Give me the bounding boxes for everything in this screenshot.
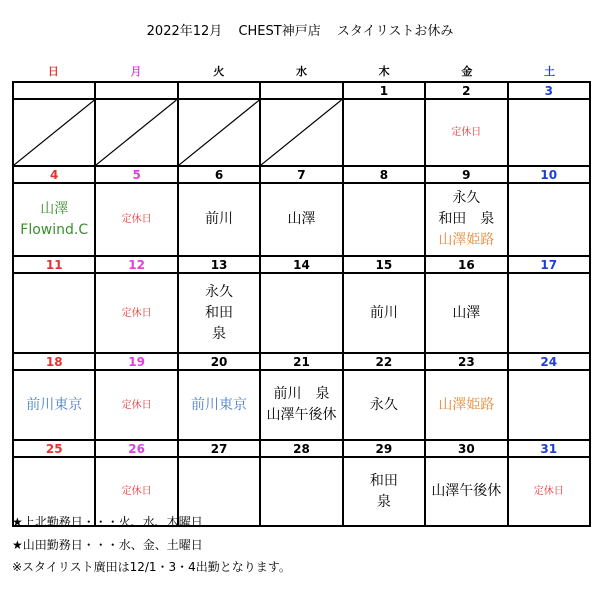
day-cell bbox=[260, 370, 342, 440]
date-number bbox=[13, 82, 95, 99]
staff-entry: 山澤 bbox=[40, 200, 69, 217]
staff-entry: 永久 bbox=[452, 190, 481, 206]
empty-slash bbox=[96, 100, 176, 165]
day-cell bbox=[508, 370, 590, 440]
page-title bbox=[0, 20, 600, 39]
title-store: CHEST神戸店 bbox=[238, 24, 321, 39]
week-schedule-row bbox=[13, 99, 590, 166]
staff-entry: 山澤午後休 bbox=[431, 483, 502, 499]
note-line: ★山田勤務日・・・水、金、土曜日 bbox=[12, 537, 203, 552]
date-number: 15 bbox=[343, 256, 425, 273]
day-cell bbox=[508, 273, 590, 353]
day-cell bbox=[260, 99, 342, 166]
closed-day-label: 定休日 bbox=[121, 307, 152, 319]
date-number: 26 bbox=[95, 440, 177, 457]
day-cell bbox=[95, 183, 177, 256]
week-schedule-row bbox=[13, 273, 590, 353]
date-number: 25 bbox=[13, 440, 95, 457]
day-cell bbox=[13, 370, 95, 440]
day-cell bbox=[508, 457, 590, 526]
day-cell bbox=[260, 273, 342, 353]
date-number bbox=[178, 82, 260, 99]
date-number: 6 bbox=[178, 166, 260, 183]
day-cell bbox=[343, 370, 425, 440]
staff-entry: 前川 泉 bbox=[273, 386, 330, 402]
day-cell bbox=[13, 99, 95, 166]
date-number: 20 bbox=[178, 353, 260, 370]
empty-slash bbox=[179, 100, 259, 165]
day-cell bbox=[343, 183, 425, 256]
day-cell bbox=[425, 457, 507, 526]
closed-day-label: 定休日 bbox=[533, 486, 564, 497]
staff-entry: 和田 bbox=[369, 472, 398, 489]
staff-entry: 前川東京 bbox=[191, 396, 248, 413]
staff-entry: 泉 bbox=[376, 493, 391, 510]
title-year-month: 2022年12月 bbox=[146, 24, 223, 39]
weekday-sun: 日 bbox=[47, 65, 59, 78]
date-number: 2 bbox=[425, 82, 507, 99]
day-cell bbox=[260, 183, 342, 256]
date-number: 1 bbox=[343, 82, 425, 99]
weekday-header bbox=[12, 63, 591, 80]
date-number: 31 bbox=[508, 440, 590, 457]
day-cell bbox=[425, 99, 507, 166]
note-line: ※スタイリスト廣田は12/1・3・4出勤となります。 bbox=[12, 560, 291, 574]
staff-entry: 和田 泉 bbox=[438, 211, 495, 227]
day-cell bbox=[178, 183, 260, 256]
date-number: 7 bbox=[260, 166, 342, 183]
day-cell bbox=[508, 183, 590, 256]
week-date-row bbox=[13, 353, 590, 370]
week-date-row bbox=[13, 82, 590, 99]
staff-entry: 和田 bbox=[205, 304, 234, 321]
staff-entry: 永久 bbox=[369, 396, 398, 413]
day-cell bbox=[425, 273, 507, 353]
date-number: 29 bbox=[343, 440, 425, 457]
staff-entry: 山澤姫路 bbox=[438, 232, 495, 248]
week-date-row bbox=[13, 256, 590, 273]
closed-day-label: 定休日 bbox=[451, 127, 482, 138]
date-number: 17 bbox=[508, 256, 590, 273]
note-line: ★上北勤務日・・・火、水、木曜日 bbox=[12, 515, 203, 529]
date-number: 4 bbox=[13, 166, 95, 183]
week-schedule-row bbox=[13, 370, 590, 440]
date-number: 12 bbox=[95, 256, 177, 273]
empty-slash bbox=[14, 100, 94, 165]
day-cell bbox=[95, 370, 177, 440]
day-cell bbox=[178, 273, 260, 353]
empty-slash bbox=[261, 100, 341, 165]
staff-entry: 山澤 bbox=[452, 304, 481, 321]
closed-day-label: 定休日 bbox=[121, 399, 152, 411]
day-cell bbox=[425, 183, 507, 256]
day-cell bbox=[425, 370, 507, 440]
staff-entry: 泉 bbox=[212, 325, 227, 342]
date-number: 8 bbox=[343, 166, 425, 183]
staff-entry: Flowind.C bbox=[20, 221, 89, 238]
weekday-fri: 金 bbox=[461, 65, 473, 78]
day-cell bbox=[343, 457, 425, 526]
staff-entry: 山澤午後休 bbox=[266, 407, 337, 423]
title-subject: スタイリストお休み bbox=[336, 24, 454, 39]
date-number: 21 bbox=[260, 353, 342, 370]
weekday-mon: 月 bbox=[130, 65, 142, 78]
week-schedule-row bbox=[13, 183, 590, 256]
day-cell bbox=[95, 99, 177, 166]
date-number: 11 bbox=[13, 256, 95, 273]
calendar-grid bbox=[12, 81, 591, 527]
date-number bbox=[260, 82, 342, 99]
staff-entry: 山澤姫路 bbox=[438, 396, 495, 413]
weekday-wed: 水 bbox=[295, 65, 307, 78]
week-date-row bbox=[13, 440, 590, 457]
day-cell bbox=[13, 183, 95, 256]
date-number: 14 bbox=[260, 256, 342, 273]
week-date-row bbox=[13, 166, 590, 183]
day-cell bbox=[13, 273, 95, 353]
day-cell bbox=[343, 99, 425, 166]
staff-entry: 山澤 bbox=[287, 211, 316, 227]
date-number: 23 bbox=[425, 353, 507, 370]
day-cell bbox=[178, 370, 260, 440]
day-cell bbox=[178, 99, 260, 166]
date-number: 3 bbox=[508, 82, 590, 99]
staff-entry: 前川 bbox=[369, 304, 398, 321]
date-number bbox=[95, 82, 177, 99]
weekday-tue: 火 bbox=[213, 65, 225, 78]
date-number: 18 bbox=[13, 353, 95, 370]
notes bbox=[12, 511, 291, 579]
weekday-sat: 土 bbox=[544, 65, 556, 78]
day-cell bbox=[343, 273, 425, 353]
date-number: 24 bbox=[508, 353, 590, 370]
date-number: 16 bbox=[425, 256, 507, 273]
date-number: 5 bbox=[95, 166, 177, 183]
date-number: 28 bbox=[260, 440, 342, 457]
date-number: 9 bbox=[425, 166, 507, 183]
day-cell bbox=[95, 273, 177, 353]
date-number: 27 bbox=[178, 440, 260, 457]
date-number: 22 bbox=[343, 353, 425, 370]
closed-day-label: 定休日 bbox=[121, 214, 152, 225]
date-number: 30 bbox=[425, 440, 507, 457]
date-number: 13 bbox=[178, 256, 260, 273]
weekday-thu: 木 bbox=[378, 65, 390, 78]
staff-entry: 永久 bbox=[205, 283, 234, 300]
date-number: 10 bbox=[508, 166, 590, 183]
day-cell bbox=[508, 99, 590, 166]
date-number: 19 bbox=[95, 353, 177, 370]
closed-day-label: 定休日 bbox=[121, 486, 152, 497]
staff-entry: 前川東京 bbox=[26, 396, 83, 413]
staff-entry: 前川 bbox=[205, 211, 234, 227]
